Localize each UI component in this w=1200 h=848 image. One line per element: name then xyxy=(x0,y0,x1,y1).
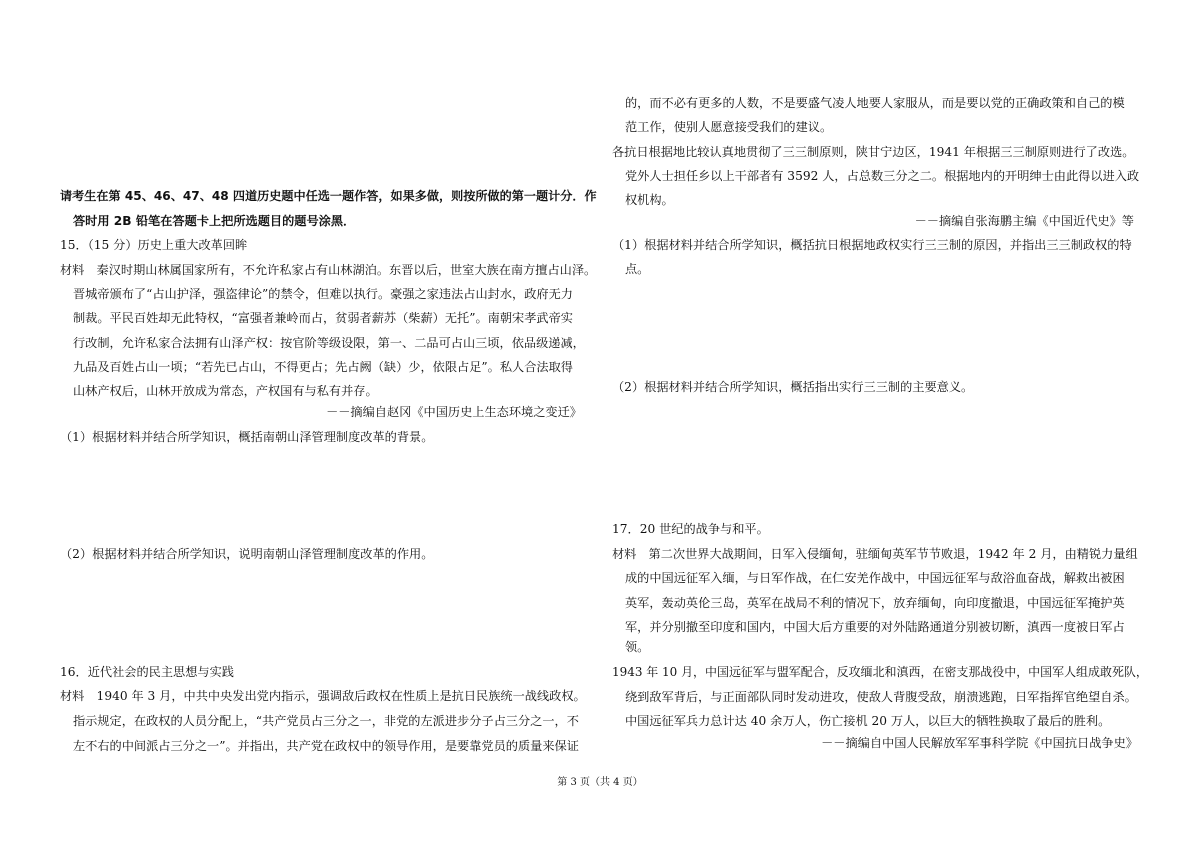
q16-material-cont: 范工作，使别人愿意接受我们的建议。 xyxy=(625,120,833,134)
q16-source: －－摘编自张海鹏主编《中国近代史》等 xyxy=(914,214,1134,228)
q16-subquestion-2: （2）根据材料并结合所学知识，概括指出实行三三制的主要意义。 xyxy=(612,380,974,394)
q16-material-cont: 党外人士担任乡以上干部者有 3592 人，占总数三分之二。根据地内的开明绅士由此得以进入政 xyxy=(625,169,1140,183)
q15-material-line: 行改制，允许私家合法拥有山泽产权：按官阶等级设限，第一、二品可占山三顷，依品级递减， xyxy=(73,336,585,350)
q16-material-line: 材料 1940 年 3 月，中共中央发出党内指示，强调敌后政权在性质上是抗日民族统一战线政权。 xyxy=(60,689,586,703)
q16-material-line: 左不右的中间派占三分之一”。并指出，共产党在政权中的领导作用，是要靠党员的质量来保证 xyxy=(73,739,579,753)
q16-material-cont: 的，而不必有更多的人数，不是要盛气凌人地要人家服从，而是要以党的正确政策和自己的模 xyxy=(625,96,1125,110)
q15-material-line: 材料 秦汉时期山林属国家所有，不允许私家占有山林湖泊。东晋以后，世室大族在南方擅占山泽。 xyxy=(60,263,597,277)
q16-subquestion-1: （1）根据材料并结合所学知识，概括抗日根据地政权实行三三制的原因，并指出三三制政权的特 xyxy=(612,238,1132,252)
instruction-line-1: 请考生在第 45、46、47、48 四道历史题中任选一题作答，如果多做，则按所做的第一题计分．作 xyxy=(60,189,597,203)
q17-material2-line: 绕到敌军背后，与正面部队同时发动进攻，使敌人背腹受敌，崩溃逃跑，日军指挥官绝望自杀。 xyxy=(625,690,1137,704)
q15-subquestion-2: （2）根据材料并结合所学知识，说明南朝山泽管理制度改革的作用。 xyxy=(60,547,434,561)
q16-subquestion-1-cont: 点。 xyxy=(625,262,650,276)
instruction-line-2: 答时用 2B 铅笔在答题卡上把所选题目的题号涂黑． xyxy=(73,214,356,228)
q17-material2-line: 中国远征军兵力总计达 40 余万人，伤亡接机 20 万人，以巨大的牺牲换取了最后的胜利。 xyxy=(625,714,1111,728)
question-17-title: 17．20 世纪的战争与和平。 xyxy=(612,522,769,536)
q17-material-line: 领。 xyxy=(625,640,650,654)
q16-material-cont: 权机构。 xyxy=(625,193,674,207)
q17-material-line: 成的中国远征军入缅，与日军作战，在仁安羌作战中，中国远征军与敌浴血奋战，解救出被困 xyxy=(625,571,1125,585)
question-15-title: 15．（15 分）历史上重大改革回眸 xyxy=(60,238,248,252)
q17-material-line: 英军，轰动英伦三岛，英军在战局不利的情况下，放弃缅甸，向印度撤退，中国远征军掩护英 xyxy=(625,596,1125,610)
q17-source: －－摘编自中国人民解放军军事科学院《中国抗日战争史》 xyxy=(821,736,1138,750)
q15-material-line: 晋城帝颁布了“占山护泽，强盗律论”的禁令，但难以执行。豪强之家违法占山封水，政府无力 xyxy=(73,287,573,301)
question-16-title: 16．近代社会的民主思想与实践 xyxy=(60,665,234,679)
q15-material-line: 山林产权后，山林开放成为常态，产权国有与私有并存。 xyxy=(73,384,378,398)
q15-subquestion-1: （1）根据材料并结合所学知识，概括南朝山泽管理制度改革的背景。 xyxy=(60,430,434,444)
q15-source: －－摘编自赵冈《中国历史上生态环境之变迁》 xyxy=(326,405,582,419)
q17-material-line: 材料 第二次世界大战期间，日军入侵缅甸，驻缅甸英军节节败退，1942 年 2 月，由精锐力量组 xyxy=(612,547,1138,561)
q16-material-cont: 各抗日根据地比较认真地贯彻了三三制原则，陕甘宁边区，1941 年根据三三制原则进行了改选。 xyxy=(612,145,1135,159)
q16-material-line: 指示规定，在政权的人员分配上，“共产党员占三分之一，非党的左派进步分子占三分之一，不 xyxy=(73,714,579,728)
q17-material-line: 军，并分别撤至印度和国内，中国大后方重要的对外陆路通道分别被切断，滇西一度被日军占 xyxy=(625,620,1125,634)
q15-material-line: 制裁。平民百姓却无此特权，“富强者兼岭而占，贫弱者薪苏（柴薪）无托”。南朝宋孝武帝实 xyxy=(73,311,573,325)
q15-material-line: 九品及百姓占山一顷；“若先已占山，不得更占；先占阙（缺）少，依限占足”。私人合法取得 xyxy=(73,360,573,374)
page-number-footer: 第 3 页（共 4 页） xyxy=(557,777,643,788)
q17-material2-line: 1943 年 10 月，中国远征军与盟军配合，反攻缅北和滇西，在密支那战役中，中国军人组成敢死队， xyxy=(612,665,1148,679)
